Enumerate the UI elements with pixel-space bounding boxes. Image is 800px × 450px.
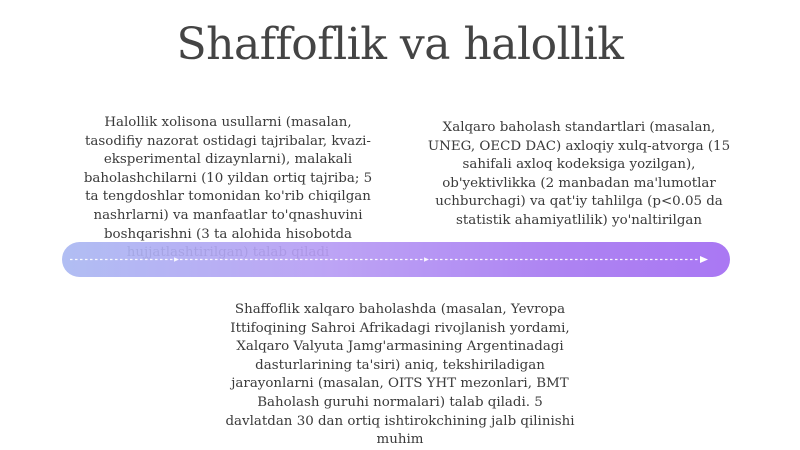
timeline-arrow-icon: [62, 242, 730, 277]
slide-title: Shaffoflik va halollik: [176, 19, 624, 70]
text-block-right: Xalqaro baholash standartlari (masalan, UNEG, OECD DAC) axloqiy xulq-atvorga (15 sahifali axloq kodeksiga yozilgan), ob'yektivlikka (2 manbadan ma'lumotlar uchburchagi) va qat'iy tahlilga (p<0.05 da statistik ahamiyatlilik) yo'naltirilgan: [427, 120, 731, 228]
text-block-left: Halollik xolisona usullarni (masalan, tasodifiy nazorat ostidagi tajribalar, kvazi-eksperimental dizaynlarni), malakali baholashchilarni (10 yildan ortiq tajriba; 5 ta tengdoshlar tomonidan ko'rib chiqilgan nashrlarni) va manfaatlar to'qnashuvini boshqarishni (3 ta alohida hisobotda: [83, 115, 373, 242]
text-block-bottom: Shaffoflik xalqaro baholashda (masalan, Yevropa Ittifoqining Sahroi Afrikadagi rivojlanish yordami, Xalqaro Valyuta Jamg'armasining Argentinadagi dasturlarining ta'siri) aniq, tekshiriladigan jarayonlarni (masalan, OITS YHT mezonlari, BMT Baholash guruhi normalari) talab qiladi. 5 davlatdan 30 dan ortiq ishtirokchining jalb qilinishi muhim: [225, 302, 575, 448]
timeline-arrowhead: [700, 256, 708, 263]
timeline-mid-arrowhead-2: [424, 257, 429, 262]
timeline-mid-arrowhead-1: [174, 257, 179, 262]
